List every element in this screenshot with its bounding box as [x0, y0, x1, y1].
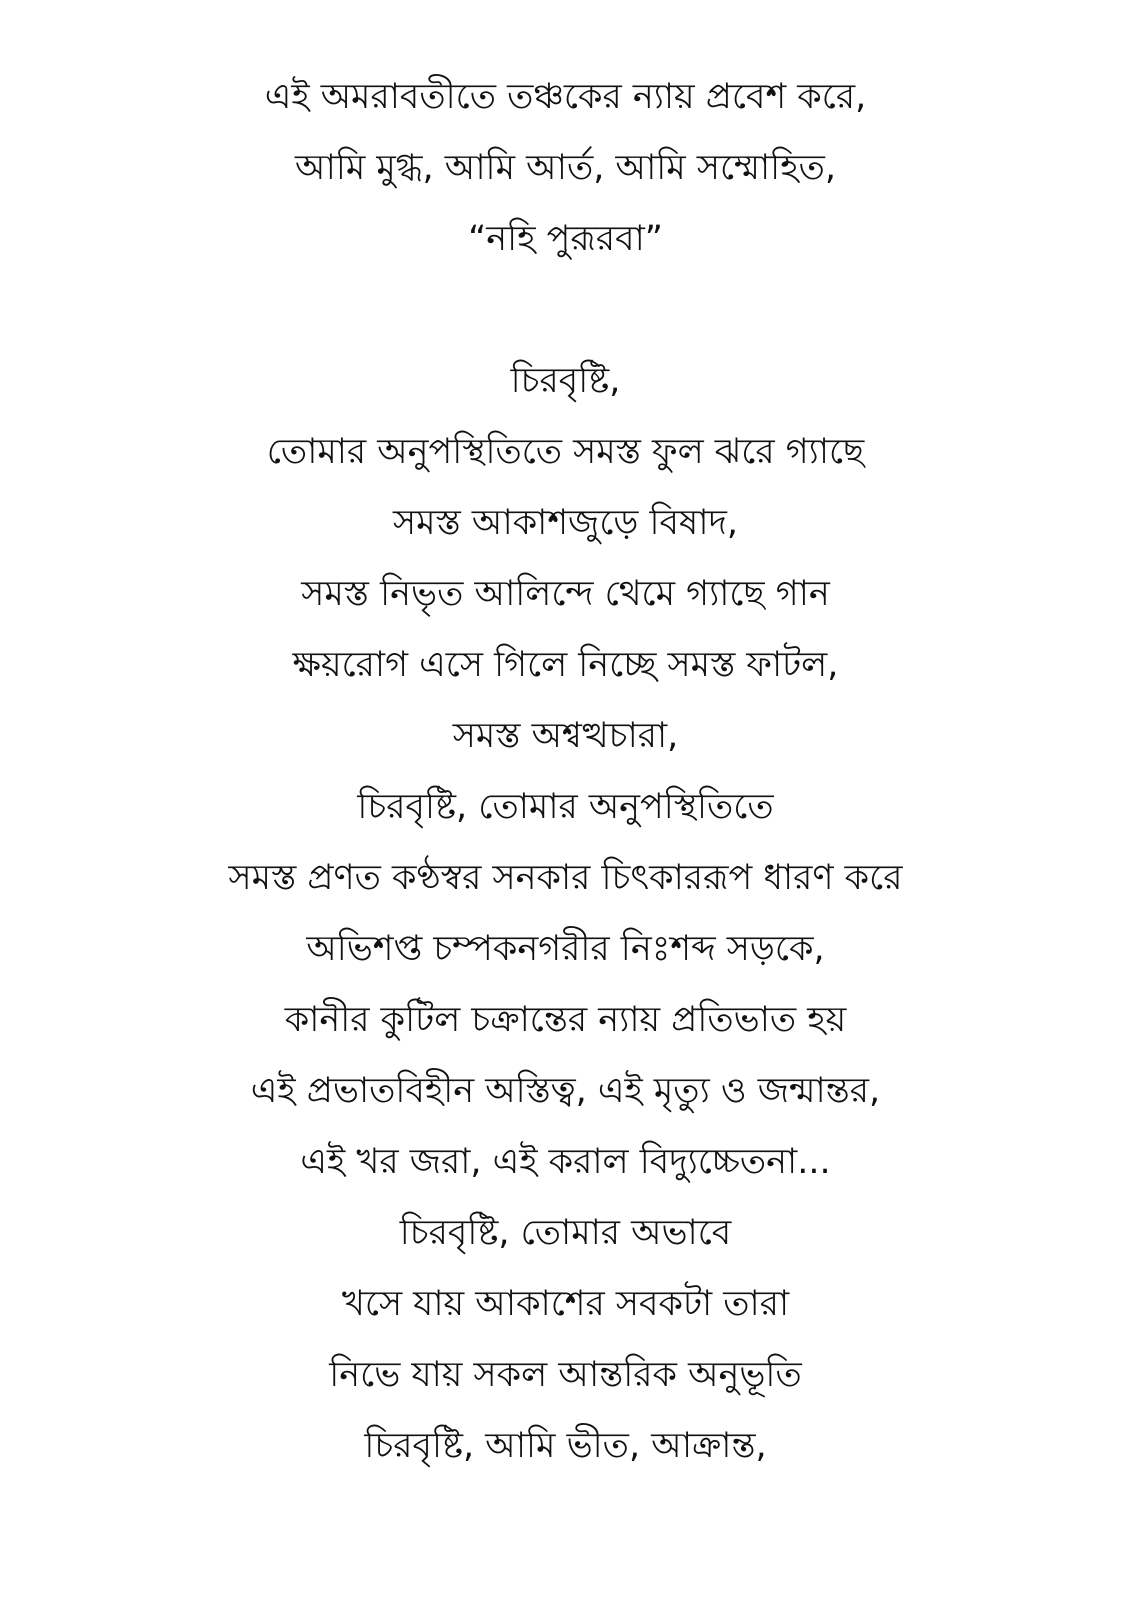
poem-line: চিরবৃষ্টি,: [510, 361, 621, 401]
poem-line: সমস্ত অশ্বত্থচারা,: [452, 716, 679, 756]
poem-line: তোমার অনুপস্থিতিতে সমস্ত ফুল ঝরে গ্যাছে: [266, 432, 865, 472]
poem-line: নিভে যায় সকল আন্তরিক অনুভূতি: [329, 1355, 802, 1395]
poem-line: চিরবৃষ্টি, তোমার অভাবে: [399, 1213, 732, 1253]
poem-line: কানীর কুটিল চক্রান্তের ন্যায় প্রতিভাত হয়: [284, 1000, 847, 1040]
poem-line: সমস্ত নিভৃত আলিন্দে থেমে গ্যাছে গান: [301, 574, 830, 614]
poem-line: “নহি পুরূরবা”: [468, 219, 663, 259]
poem-line: এই প্রভাতবিহীন অস্তিত্ব, এই মৃত্যু ও জন্মান্তর,: [250, 1071, 881, 1111]
poem-line: আমি মুগ্ধ, আমি আর্ত, আমি সম্মোহিত,: [295, 148, 836, 188]
poem-line: চিরবৃষ্টি, তোমার অনুপস্থিতিতে: [357, 787, 774, 827]
poem-stanza-2: [0, 346, 1131, 1482]
poem-line: ক্ষয়রোগ এসে গিলে নিচ্ছে সমস্ত ফাটল,: [292, 645, 839, 685]
poem-line: এই খর জরা, এই করাল বিদ্যুচ্চেতনা...: [300, 1142, 831, 1182]
poem-stanza-1: [0, 62, 1131, 275]
poem-line: সমস্ত প্রণত কণ্ঠস্বর সনকার চিৎকাররূপ ধারণ করে: [228, 858, 903, 898]
poem-line: সমস্ত আকাশজুড়ে বিষাদ,: [393, 503, 738, 543]
poem-line: অভিশপ্ত চম্পকনগরীর নিঃশব্দ সড়কে,: [306, 929, 825, 969]
poem-line: এই অমরাবতীতে তঞ্চকের ন্যায় প্রবেশ করে,: [264, 77, 867, 117]
poem-line: খসে যায় আকাশের সবকটা তারা: [341, 1284, 790, 1324]
poem-line: চিরবৃষ্টি, আমি ভীত, আক্রান্ত,: [364, 1426, 767, 1466]
